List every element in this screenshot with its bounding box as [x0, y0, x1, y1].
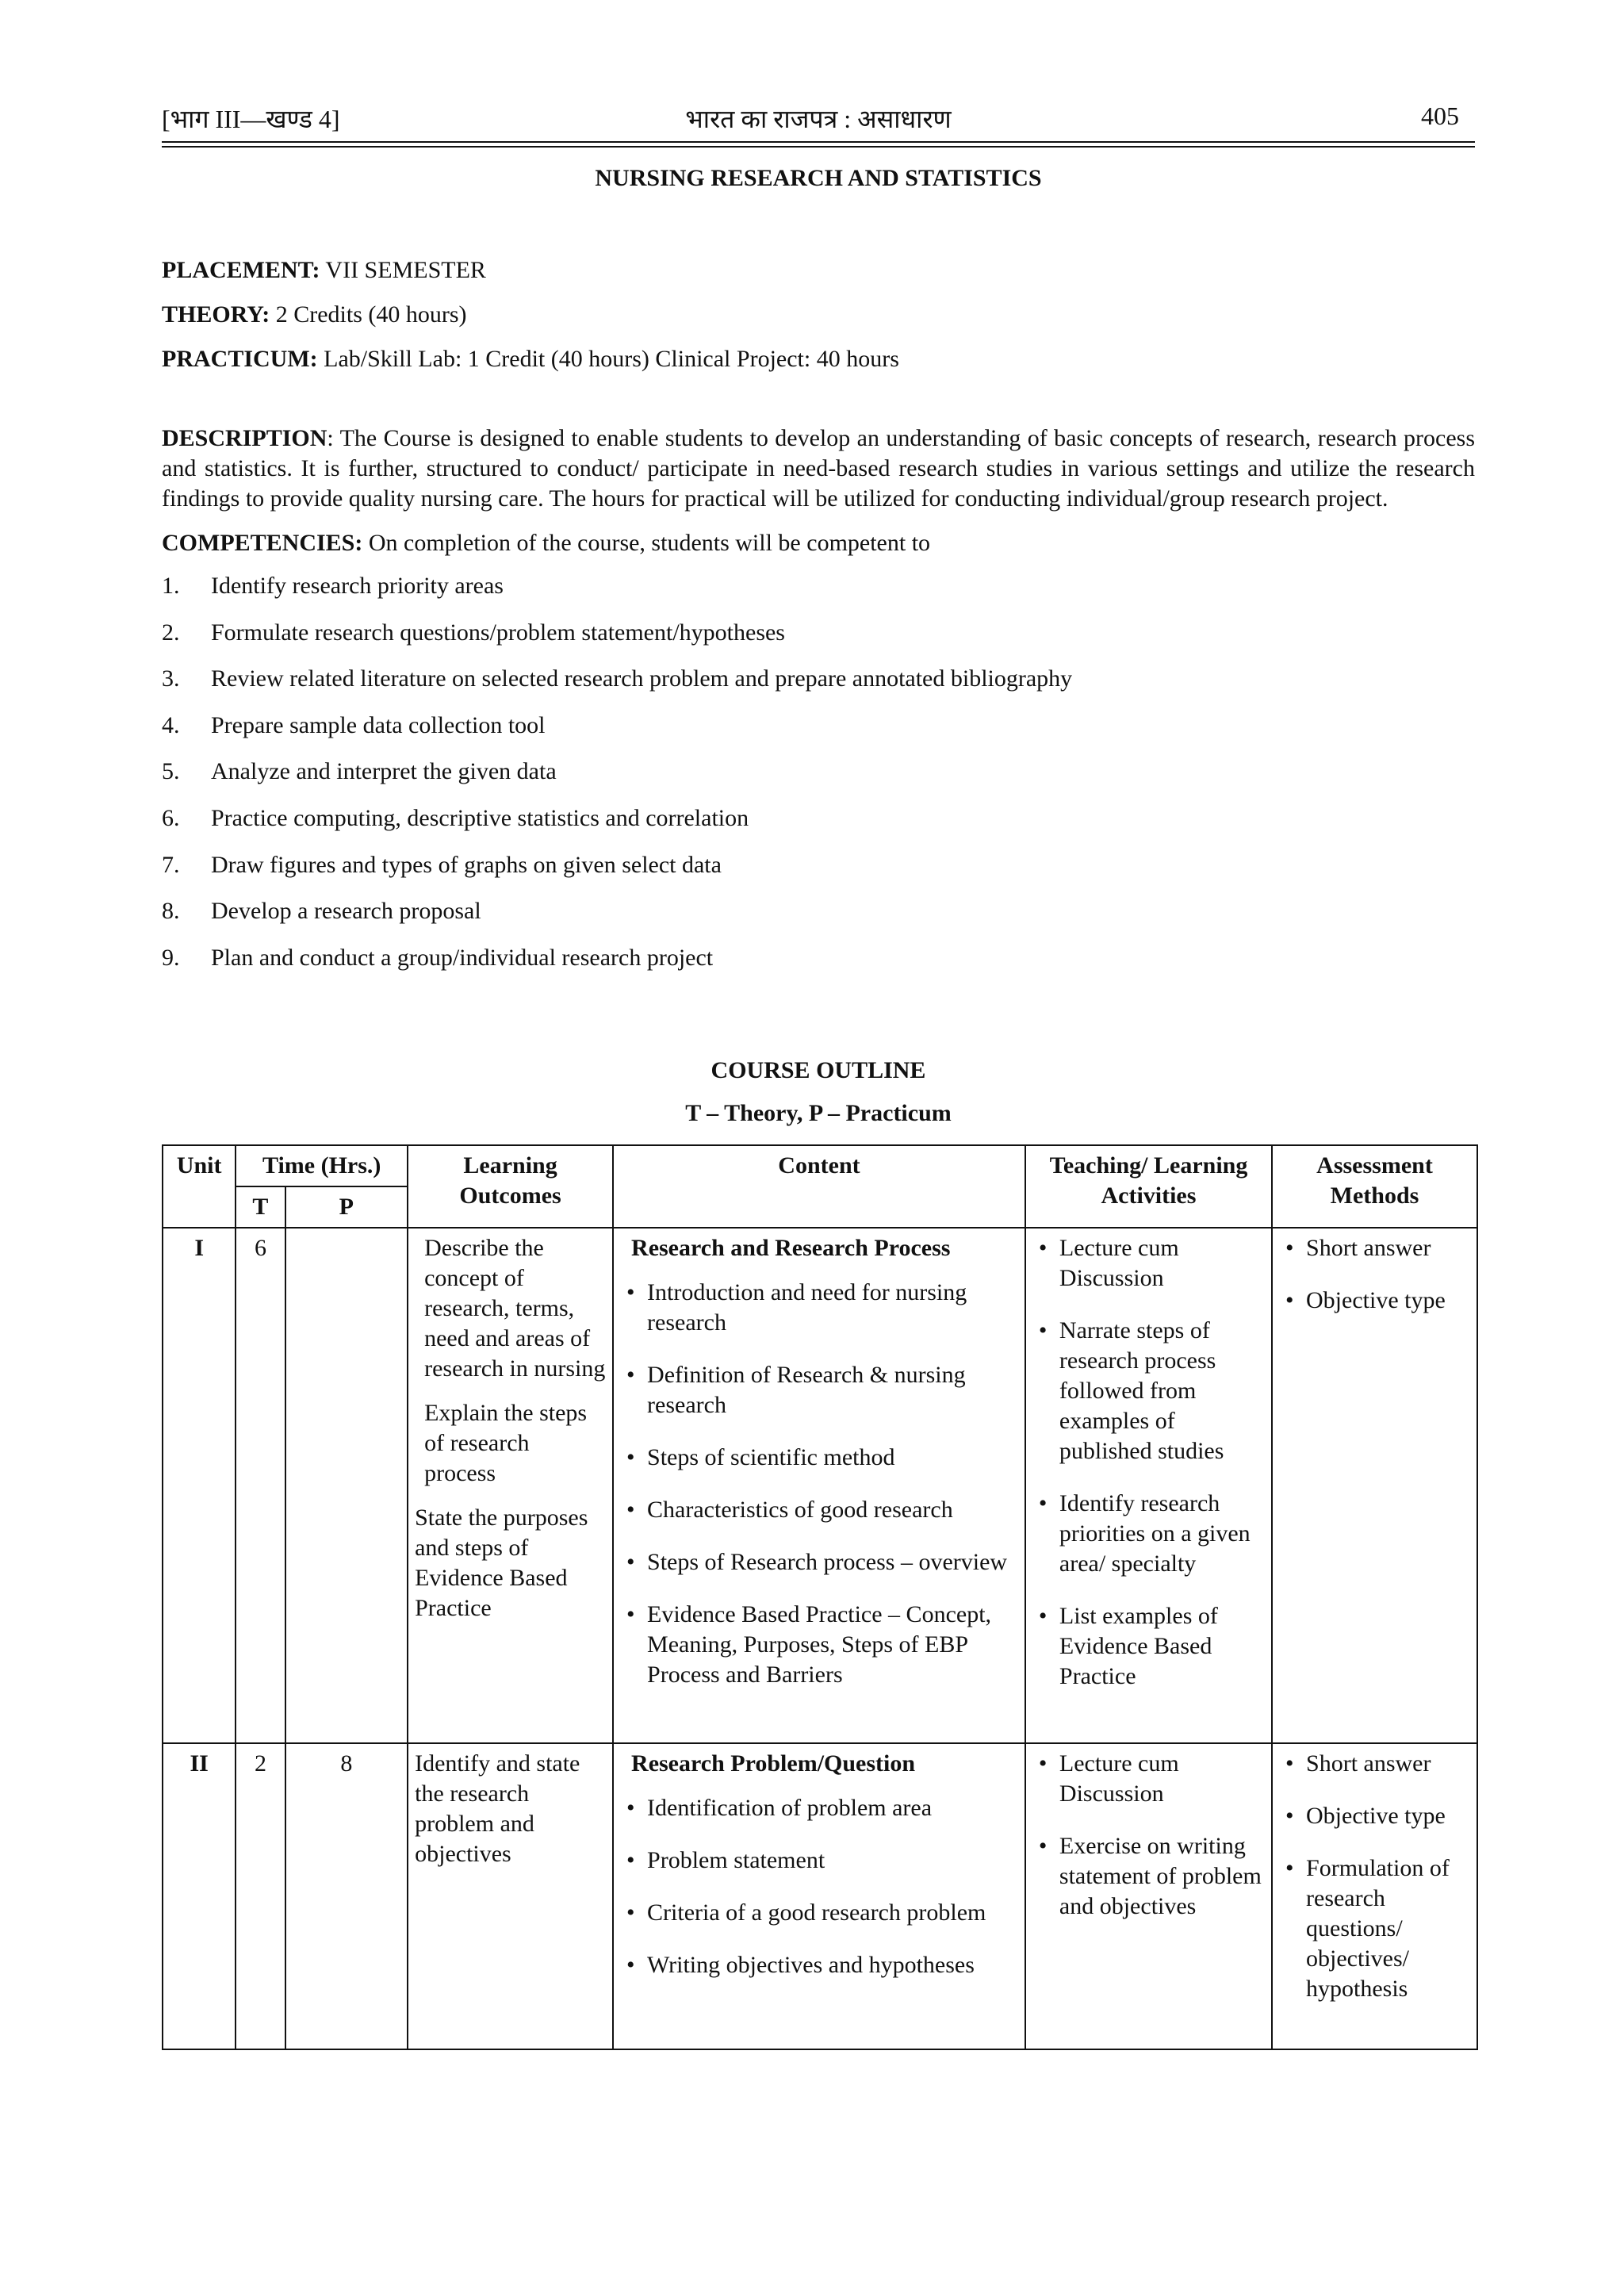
header-part-section: [भाग III—खण्ड 4] [162, 105, 340, 133]
unit-cell: I [163, 1228, 236, 1743]
content-item: • Characteristics of good research [620, 1495, 1018, 1525]
competency-text: Identify research priority areas [211, 573, 504, 599]
learning-outcomes-cell [408, 1743, 613, 2049]
competencies-label: COMPETENCIES: [162, 530, 363, 556]
content-item: • Steps of scientific method [620, 1443, 1018, 1473]
activity-item: • Lecture cum Discussion [1032, 1233, 1265, 1294]
assessment-list [1279, 1749, 1470, 2004]
content-item: • Definition of Research & nursing research [620, 1360, 1018, 1420]
assessment-cell [1272, 1743, 1477, 2049]
description-label: DESCRIPTION [162, 425, 327, 451]
learning-outcome: Explain the steps of research process [424, 1400, 588, 1487]
competencies-intro [162, 530, 1475, 557]
practicum-label: PRACTICUM: [162, 346, 318, 372]
activity-item: • Identify research priorities on a given area/ specialty [1032, 1489, 1265, 1579]
competency-item [162, 619, 1475, 666]
theory-hours-cell: 2 [236, 1743, 285, 2049]
learning-outcome: State the purposes and steps of Evidence Based Practice [415, 1504, 588, 1622]
activities-cell [1025, 1228, 1272, 1743]
content-item: • Writing objectives and hypotheses [620, 1950, 1018, 1980]
competency-number: 7. [162, 851, 180, 878]
content-cell [613, 1228, 1025, 1743]
competency-text: Plan and conduct a group/individual research project [211, 944, 714, 971]
competency-number: 4. [162, 711, 180, 738]
activity-item: • Narrate steps of research process followed from examples of published studies [1032, 1316, 1265, 1466]
competency-number: 5. [162, 758, 180, 785]
header-rule-bottom [162, 146, 1475, 148]
competency-item [162, 852, 1475, 899]
table-row [163, 1743, 1477, 2049]
competency-item [162, 945, 1475, 991]
course-outline-subtitle: T – Theory, P – Practicum [685, 1100, 952, 1127]
learning-outcome: Identify and state the research problem and objectives [415, 1750, 580, 1868]
assessment-list [1279, 1233, 1470, 1316]
gazette-page [162, 95, 1475, 2050]
content-item: • Steps of Research process – overview [620, 1547, 1018, 1577]
col-header-theory: T [236, 1186, 285, 1228]
competency-item [162, 573, 1475, 619]
competency-text: Formulate research questions/problem statement/hypotheses [211, 619, 785, 646]
learning-outcome: Describe the concept of research, terms, need and areas of research in nursing [424, 1235, 606, 1382]
col-header-learning-outcomes: Learning Outcomes [408, 1145, 613, 1228]
table-row [163, 1228, 1477, 1743]
placement-label: PLACEMENT: [162, 257, 320, 283]
competency-number: 1. [162, 573, 180, 599]
competency-text: Review related literature on selected research problem and prepare annotated bibliography [211, 665, 1073, 692]
col-header-practicum: P [285, 1186, 408, 1228]
col-header-time: Time (Hrs.) [236, 1145, 408, 1186]
placement-value: VII SEMESTER [320, 257, 486, 283]
competency-text: Draw figures and types of graphs on given select data [211, 851, 722, 878]
content-item: • Criteria of a good research problem [620, 1898, 1018, 1928]
activity-item: • Exercise on writing statement of problem and objectives [1032, 1831, 1265, 1922]
theory-value: 2 Credits (40 hours) [270, 301, 467, 328]
competency-text: Prepare sample data collection tool [211, 711, 546, 738]
description-text: : The Course is designed to enable students to develop an understanding of basic concepts of research, research process and statistics. It is further, structured to conduct/ participate in need-based research studies in various settings and utilize the research findings to provide quality nursing care. The hours for practical will be utilized for conducting individual/group research project. [162, 425, 1475, 512]
competency-number: 3. [162, 665, 180, 692]
competency-item [162, 805, 1475, 852]
theory-hours-cell: 6 [236, 1228, 285, 1743]
activities-cell [1025, 1743, 1272, 2049]
competency-item [162, 712, 1475, 759]
header-rule-top [162, 141, 1475, 143]
content-item: • Identification of problem area [620, 1793, 1018, 1823]
competency-text: Practice computing, descriptive statistics and correlation [211, 804, 749, 831]
col-header-unit: Unit [163, 1145, 236, 1228]
competencies-list [162, 573, 1475, 991]
assessment-cell [1272, 1228, 1477, 1743]
competencies-intro-text: On completion of the course, students will be competent to [362, 530, 931, 556]
assessment-item: • Objective type [1279, 1801, 1470, 1831]
theory-line [162, 301, 1475, 328]
practicum-hours-cell: 8 [285, 1743, 408, 2049]
competency-number: 9. [162, 944, 180, 971]
content-cell [613, 1743, 1025, 2049]
content-heading: Research Problem/Question [631, 1750, 916, 1777]
activity-list [1032, 1233, 1265, 1692]
col-header-assessment: Assessment Methods [1272, 1145, 1477, 1228]
competency-item [162, 758, 1475, 805]
placement-line [162, 257, 1475, 284]
page-number: 405 [1421, 102, 1459, 130]
course-title: NURSING RESEARCH AND STATISTICS [595, 165, 1042, 191]
assessment-item: • Short answer [1279, 1749, 1470, 1779]
col-header-activities: Teaching/ Learning Activities [1025, 1145, 1272, 1228]
competency-item [162, 898, 1475, 945]
unit-cell: II [163, 1743, 236, 2049]
activity-list [1032, 1749, 1265, 1922]
practicum-value: Lab/Skill Lab: 1 Credit (40 hours) Clinical Project: 40 hours [317, 346, 899, 372]
header-gazette-title: भारत का राजपत्र : असाधारण [685, 105, 952, 133]
theory-label: THEORY: [162, 301, 270, 328]
course-outline-title: COURSE OUTLINE [710, 1057, 926, 1084]
activity-item: • Lecture cum Discussion [1032, 1749, 1265, 1809]
content-heading: Research and Research Process [631, 1235, 951, 1262]
competency-text: Analyze and interpret the given data [211, 758, 557, 785]
competency-item [162, 665, 1475, 712]
table-header-row [163, 1145, 1477, 1186]
content-item: • Problem statement [620, 1846, 1018, 1876]
content-item: • Introduction and need for nursing research [620, 1278, 1018, 1338]
assessment-item: • Short answer [1279, 1233, 1470, 1263]
competency-number: 8. [162, 898, 180, 925]
learning-outcomes-cell [408, 1228, 613, 1743]
content-item: • Evidence Based Practice – Concept, Meaning, Purposes, Steps of EBP Process and Barriers [620, 1600, 1018, 1690]
description-paragraph [162, 424, 1475, 514]
practicum-hours-cell [285, 1228, 408, 1743]
competency-text: Develop a research proposal [211, 898, 481, 925]
course-outline-table [162, 1144, 1478, 2050]
competency-number: 6. [162, 804, 180, 831]
page-header [162, 95, 1475, 141]
activity-item: • List examples of Evidence Based Practice [1032, 1601, 1265, 1692]
content-list [620, 1278, 1018, 1690]
practicum-line [162, 346, 1475, 373]
competency-number: 2. [162, 619, 180, 646]
assessment-item: • Formulation of research questions/ objectives/ hypothesis [1279, 1853, 1470, 2004]
course-outline-body [163, 1228, 1477, 2049]
col-header-content: Content [613, 1145, 1025, 1228]
content-list [620, 1793, 1018, 1980]
assessment-item: • Objective type [1279, 1286, 1470, 1316]
